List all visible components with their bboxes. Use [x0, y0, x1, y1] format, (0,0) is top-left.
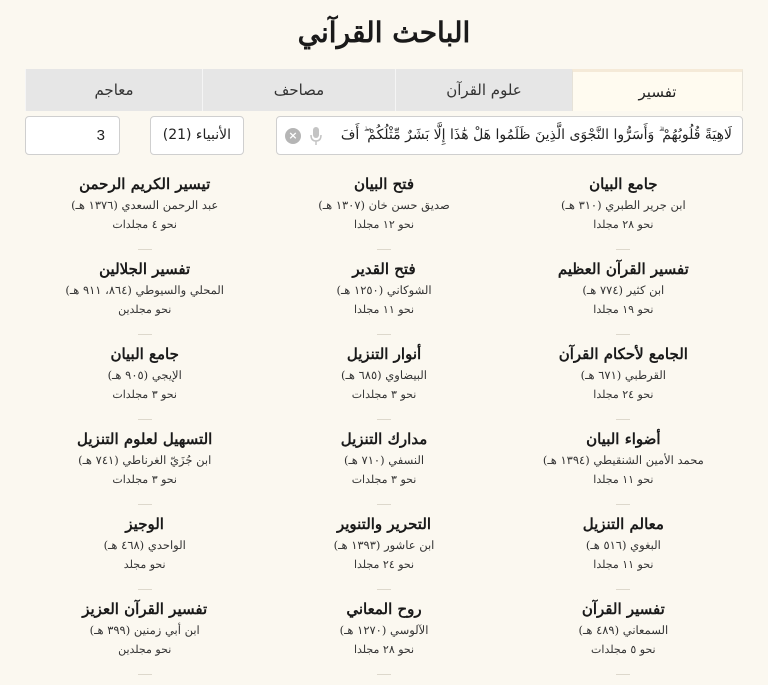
book-card[interactable] [25, 165, 264, 250]
book-author: القرطبي (٦٧١ هـ) [580, 368, 666, 382]
tab-dictionaries[interactable]: معاجم [25, 69, 202, 111]
book-card[interactable] [25, 335, 264, 420]
book-author: الشوكاني (١٢٥٠ هـ) [336, 283, 432, 297]
book-author: ابن جُزَيّ الغرناطي (٧٤١ هـ) [78, 453, 212, 467]
book-author: الواحدي (٤٦٨ هـ) [103, 538, 186, 552]
surah-select[interactable]: الأنبياء (21) [150, 116, 244, 155]
book-title[interactable]: التسهيل لعلوم التنزيل [77, 430, 213, 448]
tab-mushafs[interactable]: مصاحف [202, 69, 395, 111]
book-author: ابن أبي زمنين (٣٩٩ هـ) [89, 623, 200, 637]
book-card[interactable] [25, 505, 264, 590]
book-volumes: نحو مجلد [123, 558, 166, 571]
book-card[interactable] [264, 590, 503, 675]
book-title[interactable]: التحرير والتنوير [336, 515, 432, 533]
book-title[interactable]: تفسير القرآن العظيم [557, 260, 689, 278]
book-author: ابن عاشور (١٣٩٣ هـ) [333, 538, 435, 552]
book-author: المحلي والسيوطي (٨٦٤، ٩١١ هـ) [65, 283, 224, 297]
book-title[interactable]: فتح البيان [354, 175, 414, 193]
book-volumes: نحو ١١ مجلدا [593, 558, 654, 571]
clear-icon[interactable]: × [285, 128, 301, 144]
book-card[interactable] [504, 420, 743, 505]
book-author: البيضاوي (٦٨٥ هـ) [341, 368, 427, 382]
book-title[interactable]: تيسير الكريم الرحمن [79, 175, 211, 193]
book-card[interactable] [264, 505, 503, 590]
book-title[interactable]: جامع البيان [589, 175, 658, 193]
book-author: ابن جرير الطبري (٣١٠ هـ) [561, 198, 686, 212]
book-volumes: نحو ٢٤ مجلدا [593, 388, 654, 401]
book-author: عبد الرحمن السعدي (١٣٧٦ هـ) [71, 198, 219, 212]
book-volumes: نحو ٢٤ مجلدا [353, 558, 415, 571]
book-volumes: نحو مجلدين [118, 643, 172, 656]
book-card[interactable] [504, 505, 743, 590]
book-volumes: نحو ٣ مجلدات [112, 388, 177, 401]
book-author: صديق حسن خان (١٣٠٧ هـ) [318, 198, 450, 212]
book-title[interactable]: جامع البيان [110, 345, 179, 363]
book-author: النسفي (٧١٠ هـ) [343, 453, 425, 467]
book-author: ابن كثير (٧٧٤ هـ) [582, 283, 665, 297]
book-author: محمد الأمين الشنقيطي (١٣٩٤ هـ) [542, 453, 704, 467]
book-volumes: نحو ١٩ مجلدا [593, 303, 654, 316]
book-volumes: نحو ٤ مجلدات [112, 218, 177, 231]
book-volumes: نحو ٣ مجلدات [112, 473, 177, 486]
verse-controls [0, 116, 768, 156]
book-author: الآلوسي (١٢٧٠ هـ) [339, 623, 429, 637]
book-title[interactable]: روح المعاني [346, 600, 422, 618]
book-card[interactable] [504, 590, 743, 675]
book-volumes: نحو ٢٨ مجلدا [353, 643, 415, 656]
book-title[interactable]: تفسير القرآن [581, 600, 665, 618]
book-volumes: نحو ٣ مجلدات [351, 473, 417, 486]
book-card[interactable] [25, 250, 264, 335]
book-card[interactable] [264, 335, 503, 420]
book-title[interactable]: الجامع لأحكام القرآن [558, 345, 688, 363]
book-card[interactable] [504, 165, 743, 250]
book-card[interactable] [504, 250, 743, 335]
microphone-icon[interactable] [309, 126, 323, 146]
book-author: البغوي (٥١٦ هـ) [585, 538, 661, 552]
book-volumes: نحو ٢٨ مجلدا [593, 218, 654, 231]
book-volumes: نحو مجلدين [118, 303, 172, 316]
book-volumes: نحو ١١ مجلدا [593, 473, 654, 486]
book-card[interactable] [264, 250, 503, 335]
app-title: الباحث القرآني [297, 16, 471, 49]
book-volumes: نحو ١١ مجلدا [353, 303, 415, 316]
book-card[interactable] [25, 420, 264, 505]
book-volumes: نحو ١٢ مجلدا [353, 218, 415, 231]
book-title[interactable]: مدارك التنزيل [340, 430, 428, 448]
book-title[interactable]: تفسير الجلالين [99, 260, 191, 278]
book-card[interactable] [25, 590, 264, 675]
tab-tafsir[interactable]: تفسير [572, 69, 743, 111]
book-title[interactable]: الوجيز [125, 515, 164, 533]
verse-search-field[interactable] [276, 116, 743, 155]
book-volumes: نحو ٣ مجلدات [351, 388, 417, 401]
book-author: الإيجي (٩٠٥ هـ) [107, 368, 182, 382]
book-title[interactable]: تفسير القرآن العزيز [82, 600, 208, 618]
book-card[interactable] [264, 420, 503, 505]
category-tabs [25, 69, 743, 111]
tab-quran-sciences[interactable]: علوم القرآن [395, 69, 572, 111]
book-title[interactable]: أنوار التنزيل [346, 345, 422, 363]
book-card[interactable] [264, 165, 503, 250]
book-volumes: نحو ٥ مجلدات [591, 643, 656, 656]
book-title[interactable]: فتح القدير [352, 260, 416, 278]
tafsir-book-grid [25, 165, 743, 675]
book-card[interactable] [504, 335, 743, 420]
book-author: السمعاني (٤٨٩ هـ) [578, 623, 669, 637]
book-title[interactable]: معالم التنزيل [582, 515, 664, 533]
book-title[interactable]: أضواء البيان [586, 430, 661, 448]
verse-number-input[interactable]: 3 [25, 116, 120, 155]
verse-text[interactable]: لَاهِيَةً قُلُوبُهُمْ ۗ وَأَسَرُّوا النَّجْوَى الَّذِينَ ظَلَمُوا هَلْ هَٰذَا إِلَّا بَشَرٌ مِّثْلُكُمْ ۖ أَفَ [340, 127, 732, 143]
